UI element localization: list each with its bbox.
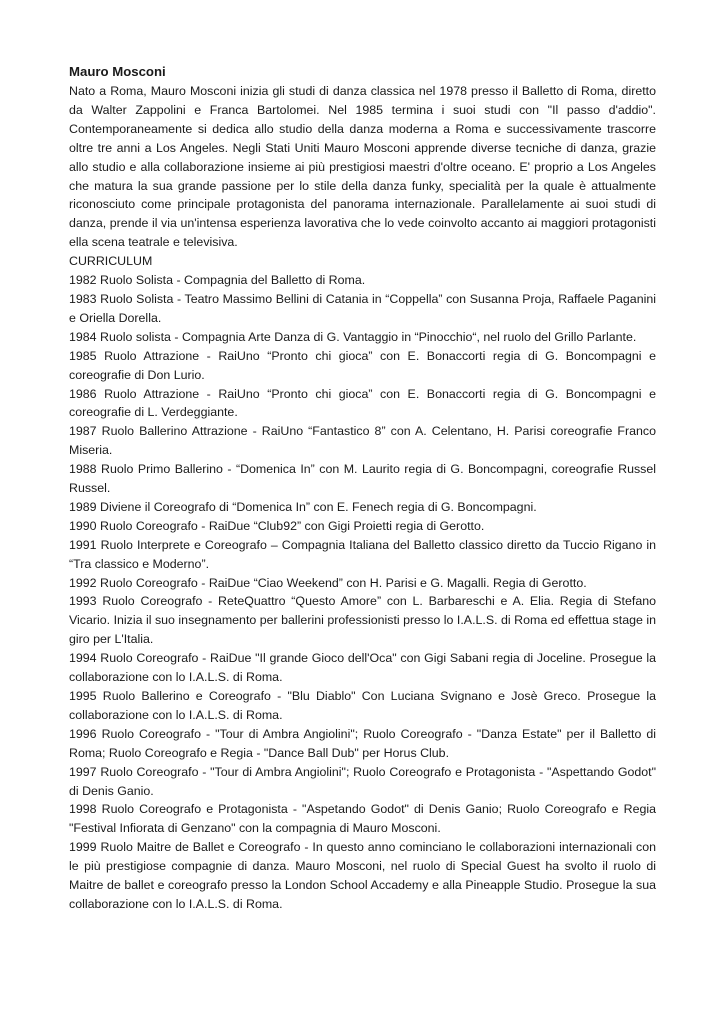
- curriculum-entry-1995: 1995 Ruolo Ballerino e Coreografo - "Blu Diablo" Con Luciana Svignano e Josè Greco. Prosegue la collaborazione con lo I.A.L.S. di Roma.: [69, 689, 656, 722]
- curriculum-entry-1991: 1991 Ruolo Interprete e Coreografo – Compagnia Italiana del Balletto classico diretto da Tuccio Rigano in “Tra classico e Moderno”.: [69, 537, 656, 571]
- curriculum-entry-1986: 1986 Ruolo Attrazione - RaiUno “Pronto chi gioca” con E. Bonaccorti regia di G. Boncompagni e coreografie di L. Verdeggiante.: [69, 386, 656, 420]
- curriculum-entry-1998: 1998 Ruolo Coreografo e Protagonista - "Aspetando Godot" di Denis Ganio; Ruolo Coreografo e Regia "Festival Infiorata di Genzano" con la compagnia di Mauro Mosconi.: [69, 802, 656, 836]
- curriculum-list: [69, 271, 656, 914]
- curriculum-entry-1992: 1992 Ruolo Coreografo - RaiDue “Ciao Weekend” con H. Parisi e G. Magalli. Regia di Gerotto.: [69, 575, 587, 590]
- curriculum-entry-1982: 1982 Ruolo Solista - Compagnia del Balletto di Roma.: [69, 273, 366, 288]
- curriculum-entry-1984: 1984 Ruolo solista - Compagnia Arte Danza di G. Vantaggio in “Pinocchio“, nel ruolo del Grillo Parlante.: [69, 329, 637, 344]
- curriculum-entry-1989: 1989 Diviene il Coreografo di “Domenica In” con E. Fenech regia di G. Boncompagni.: [69, 499, 537, 514]
- curriculum-entry-1983: 1983 Ruolo Solista - Teatro Massimo Bellini di Catania in “Coppella” con Susanna Proja, Raffaele Paganini e Oriella Dorella.: [69, 291, 656, 325]
- document-page: [69, 62, 656, 914]
- curriculum-entry-1999: 1999 Ruolo Maitre de Ballet e Coreografo - In questo anno cominciano le collaborazioni internazionali con le più prestigiose compagnie di danza. Mauro Mosconi, nel ruolo di Special Guest ha svolto il ruolo di Maitre de ballet e coreografo presso la London School Accademy e alla Pineapple Studio. Prosegue la sua collaborazione con lo I.A.L.S. di Roma.: [69, 840, 656, 911]
- document-title: Mauro Mosconi: [69, 64, 166, 79]
- curriculum-entry-1993: 1993 Ruolo Coreografo - ReteQuattro “Questo Amore” con L. Barbareschi e A. Elia. Regia di Stefano Vicario. Inizia il suo insegnamento per ballerini professionisti presso lo I.A.L.S. di Roma ed effettua stage in giro per L'Italia.: [69, 594, 656, 647]
- curriculum-entry-1996: 1996 Ruolo Coreografo - "Tour di Ambra Angiolini"; Ruolo Coreografo - "Danza Estate" per il Balletto di Roma; Ruolo Coreografo e Regia - "Dance Ball Dub" per Horus Club.: [69, 726, 656, 760]
- curriculum-entry-1987: 1987 Ruolo Ballerino Attrazione - RaiUno “Fantastico 8” con A. Celentano, H. Parisi coreografie Franco Miseria.: [69, 424, 656, 458]
- curriculum-heading: CURRICULUM: [69, 254, 153, 269]
- curriculum-entry-1994: 1994 Ruolo Coreografo - RaiDue "Il grande Gioco dell'Oca" con Gigi Sabani regia di Joceline. Prosegue la collaborazione con lo I.A.L.S. di Roma.: [69, 651, 656, 685]
- curriculum-entry-1997: 1997 Ruolo Coreografo - "Tour di Ambra Angiolini"; Ruolo Coreografo e Protagonista - "Aspettando Godot" di Denis Ganio.: [69, 764, 656, 798]
- curriculum-entry-1990: 1990 Ruolo Coreografo - RaiDue “Club92” con Gigi Proietti regia di Gerotto.: [69, 518, 485, 533]
- biography-paragraph: Nato a Roma, Mauro Mosconi inizia gli studi di danza classica nel 1978 presso il Balletto di Roma, diretto da Walter Zappolini e Franca Bartolomei. Nel 1985 termina i suoi studi con "Il passo d'addio". Contemporaneamente si dedica allo studio della danza moderna a Roma e successivamente trascorre oltre tre anni a Los Angeles. Negli Stati Uniti Mauro Mosconi apprende diverse tecniche di danza, grazie allo studio e alla collaborazione insieme ai più prestigiosi maestri d'oltre oceano. E' proprio a Los Angeles che matura la sua grande passione per lo stile della danza funky, specialità per la quale è attualmente riconosciuto come principale protagonista del panorama internazionale. Parallelamente ai suoi studi di danza, prende il via un'intensa esperienza lavorativa che lo vede coinvolto accanto ai maggiori protagonisti ella scena teatrale e televisiva.: [69, 84, 656, 250]
- curriculum-entry-1985: 1985 Ruolo Attrazione - RaiUno “Pronto chi gioca” con E. Bonaccorti regia di G. Boncompagni e coreografie di Don Lurio.: [69, 348, 656, 382]
- curriculum-entry-1988: 1988 Ruolo Primo Ballerino - “Domenica In” con M. Laurito regia di G. Boncompagni, coreografie Russel Russel.: [69, 462, 656, 496]
